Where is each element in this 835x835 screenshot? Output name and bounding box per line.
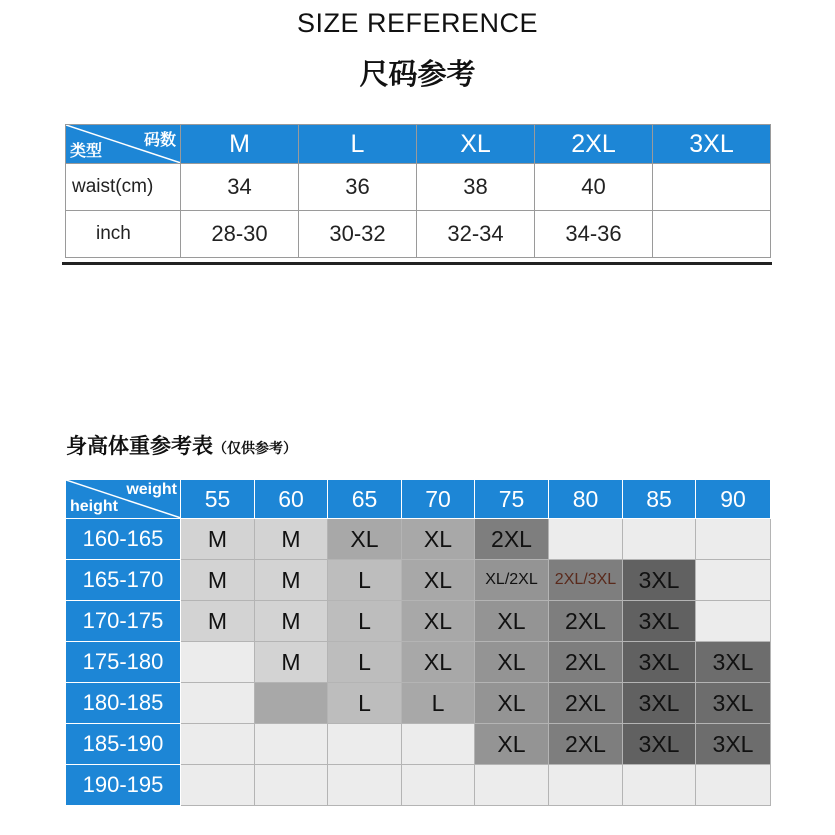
table-cell: 2XL	[475, 519, 549, 560]
height-label: 160-165	[66, 519, 181, 560]
table-cell: XL	[475, 683, 549, 724]
size-header-m: M	[181, 125, 299, 164]
table-cell: 3XL	[623, 683, 696, 724]
table-cell: 3XL	[696, 724, 771, 765]
table-cell	[402, 724, 475, 765]
table-row	[66, 724, 771, 765]
size-header-xl: XL	[417, 125, 535, 164]
table-cell: M	[181, 601, 255, 642]
table-cell: L	[402, 683, 475, 724]
weight-header-row	[66, 480, 771, 519]
size-header-row	[66, 125, 771, 164]
table-row	[66, 683, 771, 724]
table-cell: L	[328, 683, 402, 724]
table-cell: 38	[417, 164, 535, 211]
table-cell: 3XL	[696, 642, 771, 683]
table-row	[66, 765, 771, 806]
size-header-2xl: 2XL	[535, 125, 653, 164]
hw-title-text: 身高体重参考表	[66, 435, 213, 458]
table-row	[66, 642, 771, 683]
hw-corner-cell	[66, 480, 181, 519]
table-cell: XL	[328, 519, 402, 560]
table-cell: M	[255, 601, 328, 642]
table-cell: 2XL	[549, 683, 623, 724]
table-cell: XL	[402, 519, 475, 560]
table-cell: 2XL	[549, 642, 623, 683]
table-cell: XL	[475, 642, 549, 683]
page-title-cn: 尺码参考	[359, 59, 476, 91]
corner-label-type: 类型	[70, 143, 103, 160]
row-label-waist: waist(cm)	[66, 164, 181, 211]
height-weight-table	[65, 479, 771, 806]
table-cell: 34-36	[535, 211, 653, 258]
table-cell: M	[181, 560, 255, 601]
size-row-inch	[66, 211, 771, 258]
table-row	[66, 560, 771, 601]
table-cell: XL	[475, 724, 549, 765]
table-cell: XL	[475, 601, 549, 642]
table-cell: XL	[402, 642, 475, 683]
table-cell: 36	[299, 164, 417, 211]
table-cell	[696, 560, 771, 601]
table-cell	[255, 683, 328, 724]
table-cell	[653, 211, 771, 258]
weight-header: 70	[402, 480, 475, 519]
table-cell: 34	[181, 164, 299, 211]
size-table	[65, 124, 771, 258]
table-cell: XL	[402, 560, 475, 601]
height-label: 180-185	[66, 683, 181, 724]
table-cell	[623, 765, 696, 806]
table-cell	[623, 519, 696, 560]
height-label: 170-175	[66, 601, 181, 642]
table-cell	[255, 765, 328, 806]
table-cell	[181, 642, 255, 683]
height-label: 190-195	[66, 765, 181, 806]
table-cell: XL/2XL	[475, 560, 549, 601]
table-cell	[181, 724, 255, 765]
size-header-l: L	[299, 125, 417, 164]
table-cell: 3XL	[696, 683, 771, 724]
corner-label-height: height	[70, 498, 118, 515]
table-cell: 40	[535, 164, 653, 211]
corner-label-weight: weight	[126, 481, 177, 498]
size-corner-cell	[66, 125, 181, 164]
table-cell	[696, 601, 771, 642]
hw-title-note: （仅供参考）	[213, 440, 297, 456]
table-cell: XL	[402, 601, 475, 642]
page-title-en: SIZE REFERENCE	[296, 8, 539, 38]
table-cell: M	[255, 560, 328, 601]
height-label: 175-180	[66, 642, 181, 683]
table-cell: M	[181, 519, 255, 560]
table-cell: 28-30	[181, 211, 299, 258]
table-cell: L	[328, 601, 402, 642]
table-cell	[696, 765, 771, 806]
weight-header: 75	[475, 480, 549, 519]
height-label: 185-190	[66, 724, 181, 765]
table-cell	[181, 683, 255, 724]
table-cell: 2XL/3XL	[549, 560, 623, 601]
table-cell	[255, 724, 328, 765]
size-row-waist	[66, 164, 771, 211]
hw-section-title	[66, 430, 297, 460]
table-cell: 2XL	[549, 601, 623, 642]
divider-rule	[62, 262, 772, 265]
row-label-inch: inch	[66, 211, 181, 258]
height-label: 165-170	[66, 560, 181, 601]
table-cell: 32-34	[417, 211, 535, 258]
table-cell: 3XL	[623, 724, 696, 765]
weight-header: 80	[549, 480, 623, 519]
table-cell: 3XL	[623, 642, 696, 683]
weight-header: 85	[623, 480, 696, 519]
table-cell: L	[328, 642, 402, 683]
weight-header: 65	[328, 480, 402, 519]
weight-header: 90	[696, 480, 771, 519]
corner-label-size: 码数	[143, 132, 176, 149]
table-cell: 3XL	[623, 601, 696, 642]
table-row	[66, 519, 771, 560]
size-header-3xl: 3XL	[653, 125, 771, 164]
table-cell	[402, 765, 475, 806]
table-cell: 3XL	[623, 560, 696, 601]
table-cell: M	[255, 642, 328, 683]
table-cell	[475, 765, 549, 806]
table-cell: 30-32	[299, 211, 417, 258]
table-cell: L	[328, 560, 402, 601]
table-cell: 2XL	[549, 724, 623, 765]
table-cell	[328, 765, 402, 806]
table-cell	[549, 519, 623, 560]
table-row	[66, 601, 771, 642]
table-cell	[696, 519, 771, 560]
weight-header: 60	[255, 480, 328, 519]
weight-header: 55	[181, 480, 255, 519]
table-cell	[653, 164, 771, 211]
table-cell	[549, 765, 623, 806]
table-cell	[181, 765, 255, 806]
table-cell	[328, 724, 402, 765]
table-cell: M	[255, 519, 328, 560]
